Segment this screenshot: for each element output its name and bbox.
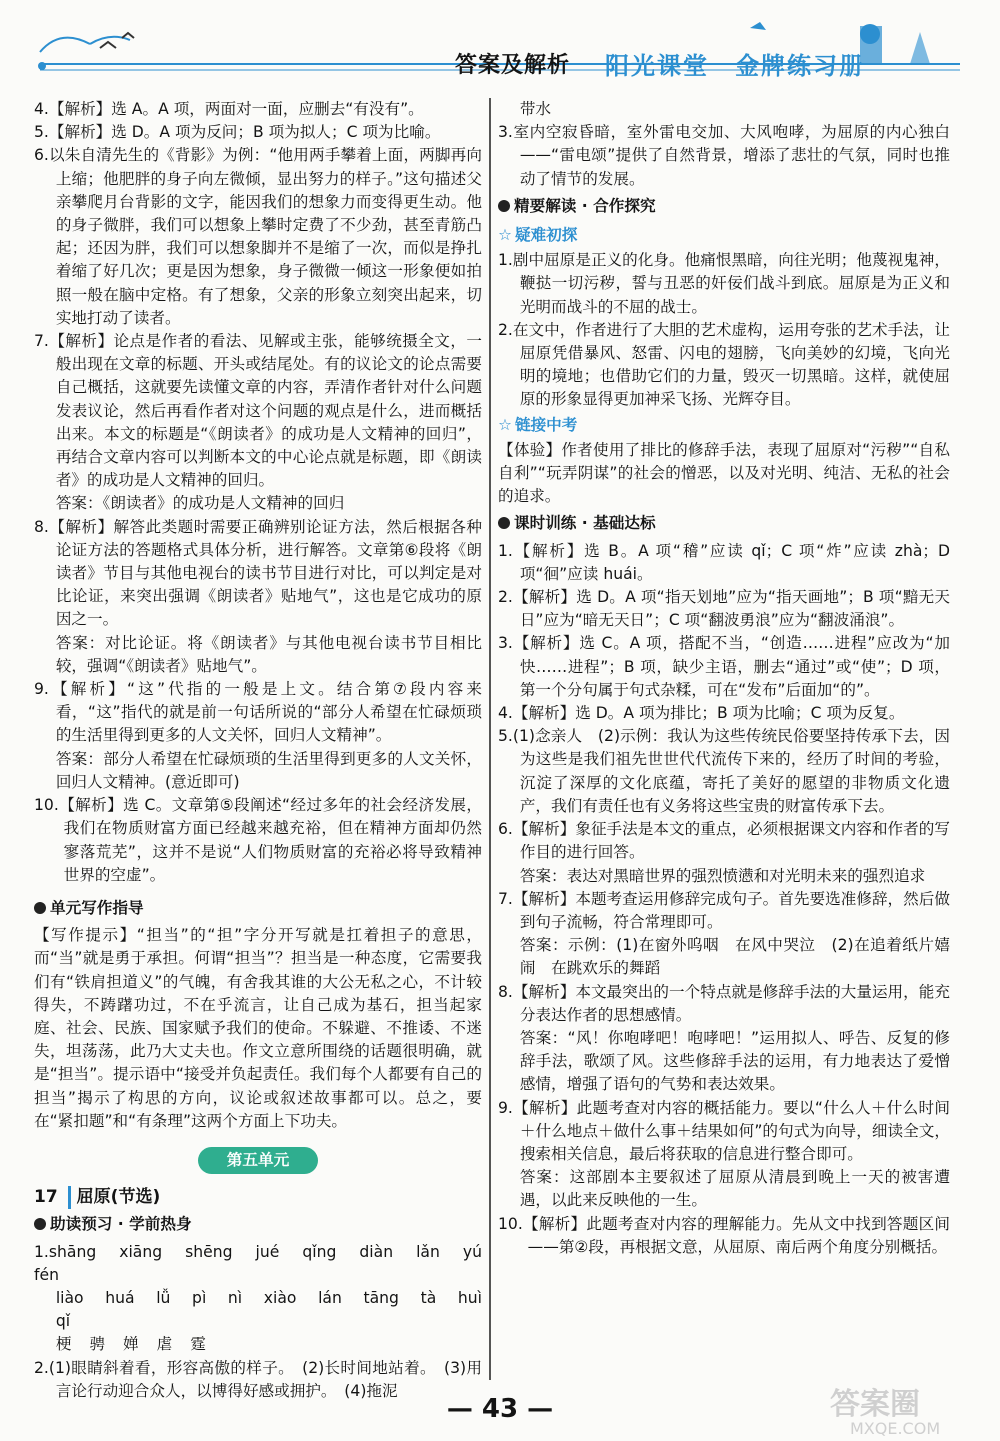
writing-guide: 【写作提示】“担当”的“担”字分开写就是扛着担子的意思，而“当”就是勇于承担。何谓“担当”？担当是一种态度，它需要我们有“铁肩担道义”的气魄，有舍我其谁的大公无私之心，不计较得失，不踌躇功过，不在乎流言，让自己成为基石，担当起家庭、社会、民族、国家赋予我们的使命。不躲避、不推诿、不迷失，坦荡荡，此乃大丈夫也。作文立意所围绕的话题很明确，就是“担当”。提示语中“接受并负起责任。我们每个人都要有自己的担当”揭示了构思的方向，议论或叙述故事都可以。总之，要在“紧扣题”和“有条理”这两个方面上下功夫。 (34, 926, 482, 1130)
answer-q9-key: 答案：部分人希望在忙碌烦琐的生活里得到更多的人文关怀，回归人文精神。(意近即可) (55, 749, 482, 791)
character-item: 梗 (55, 1335, 72, 1354)
answer-q8: 8.【解析】解答此类题时需要正确辨别论证方法，然后根据各种论证方法的答题格式具体分析，进行解答。文章第⑥段将《朗读者》节目与其他电视台的读书节目进行对比，可以判定是对比论证，来突出强调《朗读者》贴地气”，这也是它成功的原因之一。 (34, 517, 482, 629)
doubt-heading: ☆ 疑难初探 (498, 226, 578, 245)
section-bullet-icon (34, 1218, 46, 1230)
answer-q8-key: 答案：对比论证。将《朗读者》与其他电视台读书节目相比较，强调“《朗读者》贴地气”。 (55, 633, 482, 675)
train-4: 4.【解析】选 D。A 项为排比；B 项为比喻；C 项为反复。 (498, 704, 905, 723)
lesson-heading (34, 1186, 482, 1209)
section-bullet-icon (498, 517, 510, 529)
lesson-number: 17 (34, 1186, 71, 1209)
answer-q3: 3.室内空寂昏暗，室外雷电交加、大风咆哮，为屈原的内心独白——“雷电颂”提供了自然背景，增添了悲壮的气氛，同时也推动了情节的发展。 (498, 123, 950, 188)
train-7: 7.【解析】本题考查运用修辞完成句子。首先要选准修辞，然后做到句子流畅，符合常理即可。 (498, 889, 950, 931)
character-item: 骋 (89, 1335, 106, 1354)
header-title: 答案及解析 (455, 53, 571, 78)
svg-text:答案圈: 答案圈 (830, 1387, 920, 1422)
page-header (30, 18, 970, 88)
train-3: 3.【解析】选 C。A 项，搭配不当，“创造……进程”应改为“加快……进程”；B 项，缺少主语，删去“通过”或“使”；D 项，第一个分句属于句式杂糅，可在“发布”后面加“的”。 (498, 634, 950, 699)
train-2: 2.【解析】选 D。A 项“指天划地”应为“指天画地”；B 项“黯无天日”应为“暗无天日”；C 项“翻波勇浪”应为“翻波涌浪”。 (498, 588, 950, 630)
lesson-title: 屈原(节选) (76, 1187, 161, 1208)
character-item: 虐 (156, 1335, 173, 1354)
training-heading: 课时训练 · 基础达标 (498, 512, 950, 535)
train-6: 6.【解析】象征手法是本文的重点，必须根据课文内容和作者的写作目的进行回答。 (498, 820, 950, 862)
right-column (498, 98, 950, 1259)
answer-q4: 4.【解析】选 A。A 项，两面对一面，应删去“有没有”。 (34, 100, 424, 118)
answer-q9: 9.【解析】“这”代指的一般是上文。结合第⑦段内容来看，“这”指代的就是前一句话所说的“部分人希望在忙碌烦琐的生活里得到更多的人文关怀，回归人文精神”。 (34, 680, 482, 745)
kite-icon (750, 22, 766, 30)
train-9: 9.【解析】此题考查对内容的概括能力。要以“什么人＋什么时间＋什么地点＋做什么事＋结果如何”的句式为向导，细读全文，搜索相关信息，最后将获取的信息进行整合即可。 (498, 1098, 950, 1163)
character-item: 婵 (123, 1335, 139, 1354)
doubt-1: 1.剧中屈原是正义的化身。他痛恨黑暗，向往光明；他蔑视鬼神，鞭挞一切污秽，誓与丑恶的奸佞们战斗到底。屈原是为正义和光明而战斗的不屈的战士。 (498, 251, 950, 316)
pinyin-line-2: liào huá lǚ pì nì xiào lán tāng tà huì qǐ (55, 1288, 482, 1331)
train-8: 8.【解析】本文最突出的一个特点就是修辞手法的大量运用，能充分表达作者的思想感情。 (498, 982, 950, 1024)
writing-guide-heading: 单元写作指导 (34, 897, 482, 920)
answer-q6: 6.以朱自清先生的《背影》为例：“他用两手攀着上面，两脚再向上缩；他肥胖的身子向左微倾，显出努力的样子。”这句描述父亲攀爬月台背影的文字，能因我们的想象力而变得更生动。他的身子微胖，我们可以想象上攀时定费了不少劲，甚至青筋凸起；还因为胖，我们可以想象脚并不是缩了一次，而似是挣扎着缩了好几次；更是因为想象，身子微微一倾这一形象便如拍照一般在脑中定格。有了想象，父亲的形象立刻突出起来，切实地打动了读者。 (34, 146, 482, 327)
unit-banner: 第五单元 (198, 1147, 318, 1174)
train-5: 5.(1)念亲人 (2)示例：我认为这些传统民俗要坚持传承下去，因为这些是我们祖先世世代代流传下来的，经历了时间的考验，沉淀了深厚的文化底蕴，寄托了美好的愿望的非物质文化遗产，我们有责任也有义务将这些宝贵的财富传承下去。 (498, 727, 950, 815)
answer-q2-continued: 带水 (519, 100, 552, 118)
left-column (34, 98, 482, 1403)
train-8-key: 答案：“风！你咆哮吧！咆哮吧！”运用拟人、呼告、反复的修辞手法，歌颂了风。这些修辞手法的运用，有力地表达了爱憎感情，增强了语句的气势和表达效果。 (519, 1028, 950, 1094)
section-bullet-icon (34, 902, 46, 914)
answer-q5: 5.【解析】选 D。A 项为反问；B 项为拟人；C 项为比喻。 (34, 123, 441, 142)
explore-heading: 精要解读 · 合作探究 (498, 195, 950, 218)
train-10: 10.【解析】此题考查对内容的理解能力。先从文中找到答题区间——第②段，再根据文意，从屈原、南后两个角度分别概括。 (498, 1214, 950, 1256)
character-list (34, 1333, 482, 1356)
preview-heading: 助读预习 · 学前热身 (34, 1213, 482, 1236)
train-6-key: 答案：表达对黑暗世界的强烈愤懑和对光明未来的强烈追求 (519, 866, 926, 885)
section-bullet-icon (498, 200, 510, 212)
watermark-logo (820, 1378, 980, 1438)
experience: 【体验】作者使用了排比的修辞手法，表现了屈原对“污秽”“自私自利”“玩弄阴谋”的社会的憎恶，以及对光明、纯洁、无私的社会的追求。 (498, 440, 950, 506)
svg-text:MXQE.COM: MXQE.COM (850, 1419, 941, 1438)
header-brand: 阳光课堂 金牌练习册 (605, 52, 865, 80)
link-exam-heading: ☆ 链接中考 (498, 415, 578, 434)
character-item: 霆 (190, 1335, 206, 1354)
answer-q7: 7.【解析】论点是作者的看法、见解或主张，能够统摄全文，一般出现在文章的标题、开头或结尾处。有的议论文的论点需要自己概括，这就要先读懂文章的内容，弄清作者针对什么问题发表议论，然后再看作者对这个问题的观点是什么，进而概括出来。本文的标题是“《朗读者》的成功是人文精神的回归”，再结合文章内容可以判断本文的中心论点就是标题，即《朗读者》的成功是人文精神的回归。 (34, 332, 482, 490)
doubt-2: 2.在文中，作者进行了大胆的艺术虚构，运用夸张的艺术手法，让屈原凭借暴风、怒雷、闪电的翅膀，飞向美妙的幻境，飞向光明的境地；也借助它们的力量，毁灭一切黑暗。这样，就使屈原的形象显得更加神采飞扬、光辉夺目。 (498, 320, 950, 409)
star-icon: ☆ (498, 415, 512, 434)
answer-q2: 2.(1)眼睛斜着看，形容高傲的样子。 (2)长时间地站着。 (3)用言论行动迎合众人，以博得好感或拥护。 (4)拖泥 (34, 1358, 482, 1400)
column-divider (489, 98, 491, 1380)
star-icon: ☆ (498, 226, 512, 245)
answer-q10: 10.【解析】选 C。文章第⑤段阐述“经过多年的社会经济发展，我们在物质财富方面已经越来越充裕，但在精神方面却仍然寥落荒芜”，这并不是说“人们物质财富的充裕必将导致精神世界的空虚”。 (34, 796, 482, 884)
train-9-key: 答案：这部剧本主要叙述了屈原从清晨到晚上一天的被害遭遇，以此来反映他的一生。 (519, 1168, 950, 1210)
train-1: 1.【解析】选 B。A 项“稽”应读 qǐ；C 项“炸”应读 zhà；D 项“徊”应读 huái。 (498, 541, 950, 583)
answer-q7-key: 答案：《朗读者》的成功是人文精神的回归 (55, 494, 345, 513)
page-number: — 43 — (446, 1394, 554, 1424)
train-7-key: 答案：示例：(1)在窗外呜咽 在风中哭泣 (2)在追着纸片嬉闹 在跳欢乐的舞蹈 (519, 936, 950, 978)
pinyin-line-1: 1.shāng xiāng shēng jué qǐng diàn lǎn yú fén (34, 1242, 482, 1284)
